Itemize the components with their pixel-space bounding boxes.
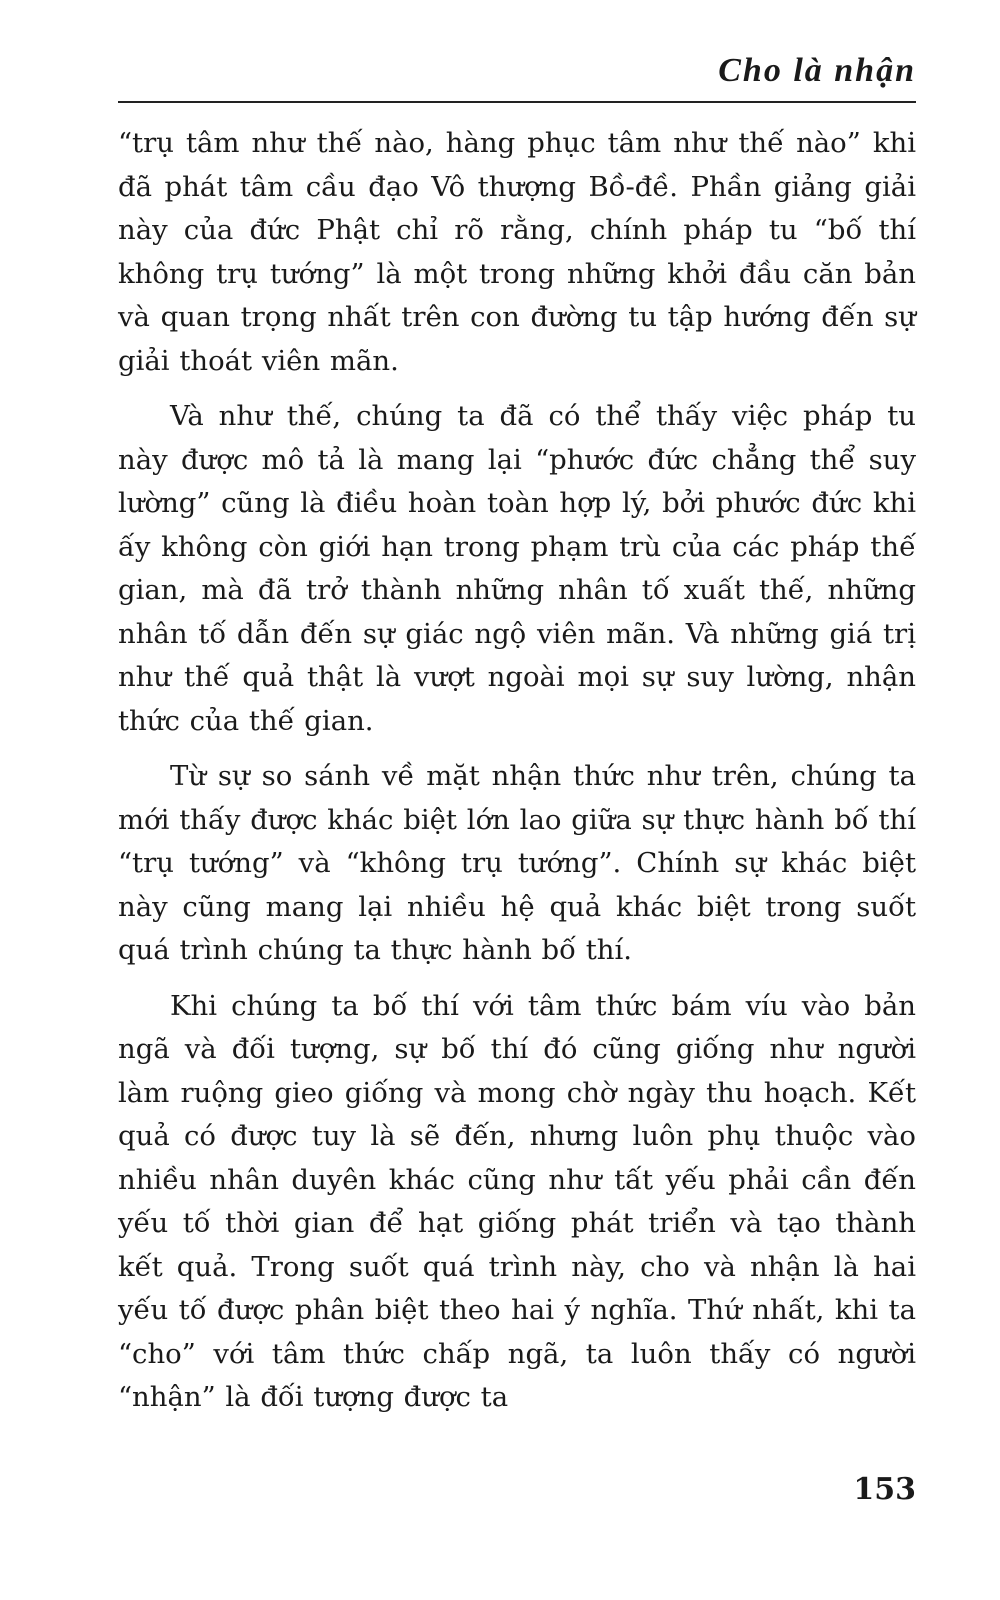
paragraph: Khi chúng ta bố thí với tâm thức bám víu vào bản ngã và đối tượng, sự bố thí đó cũng giống như người làm ruộng gieo giống và mong chờ ngày thu hoạch. Kết quả có được tuy là sẽ đến, nhưng luôn phụ thuộc vào nhiều nhân duyên khác cũng như tất yếu phải cần đến yếu tố thời gian để hạt giống phát triển và tạo thành kết quả. Trong suốt quá trình này, cho và nhận là hai yếu tố được phân biệt theo hai ý nghĩa. Thứ nhất, khi ta “cho” với tâm thức chấp ngã, ta luôn thấy có người “nhận” là đối tượng được ta: [118, 989, 916, 1413]
paragraph-continuation: “trụ tâm như thế nào, hàng phục tâm như thế nào” khi đã phát tâm cầu đạo Vô thượng Bồ-đề. Phần giảng giải này của đức Phật chỉ rõ rằng, chính pháp tu “bố thí không trụ tướng” là một trong những khởi đầu căn bản và quan trọng nhất trên con đường tu tập hướng đến sự giải thoát viên mãn.: [118, 127, 916, 377]
page-number: 153: [853, 1472, 916, 1507]
paragraph: Từ sự so sánh về mặt nhận thức như trên, chúng ta mới thấy được khác biệt lớn lao giữa sự thực hành bố thí “trụ tướng” và “không trụ tướng”. Chính sự khác biệt này cũng mang lại nhiều hệ quả khác biệt trong suốt quá trình chúng ta thực hành bố thí.: [118, 760, 916, 966]
running-header-title: Cho là nhận: [718, 52, 916, 89]
body-text: [118, 122, 916, 1432]
header-divider: [118, 101, 916, 103]
paragraph: Và như thế, chúng ta đã có thể thấy việc pháp tu này được mô tả là mang lại “phước đức chẳng thể suy lường” cũng là điều hoàn toàn hợp lý, bởi phước đức khi ấy không còn giới hạn trong phạm trù của các pháp thế gian, mà đã trở thành những nhân tố xuất thế, những nhân tố dẫn đến sự giác ngộ viên mãn. Và những giá trị như thế quả thật là vượt ngoài mọi sự suy lường, nhận thức của thế gian.: [118, 400, 916, 737]
